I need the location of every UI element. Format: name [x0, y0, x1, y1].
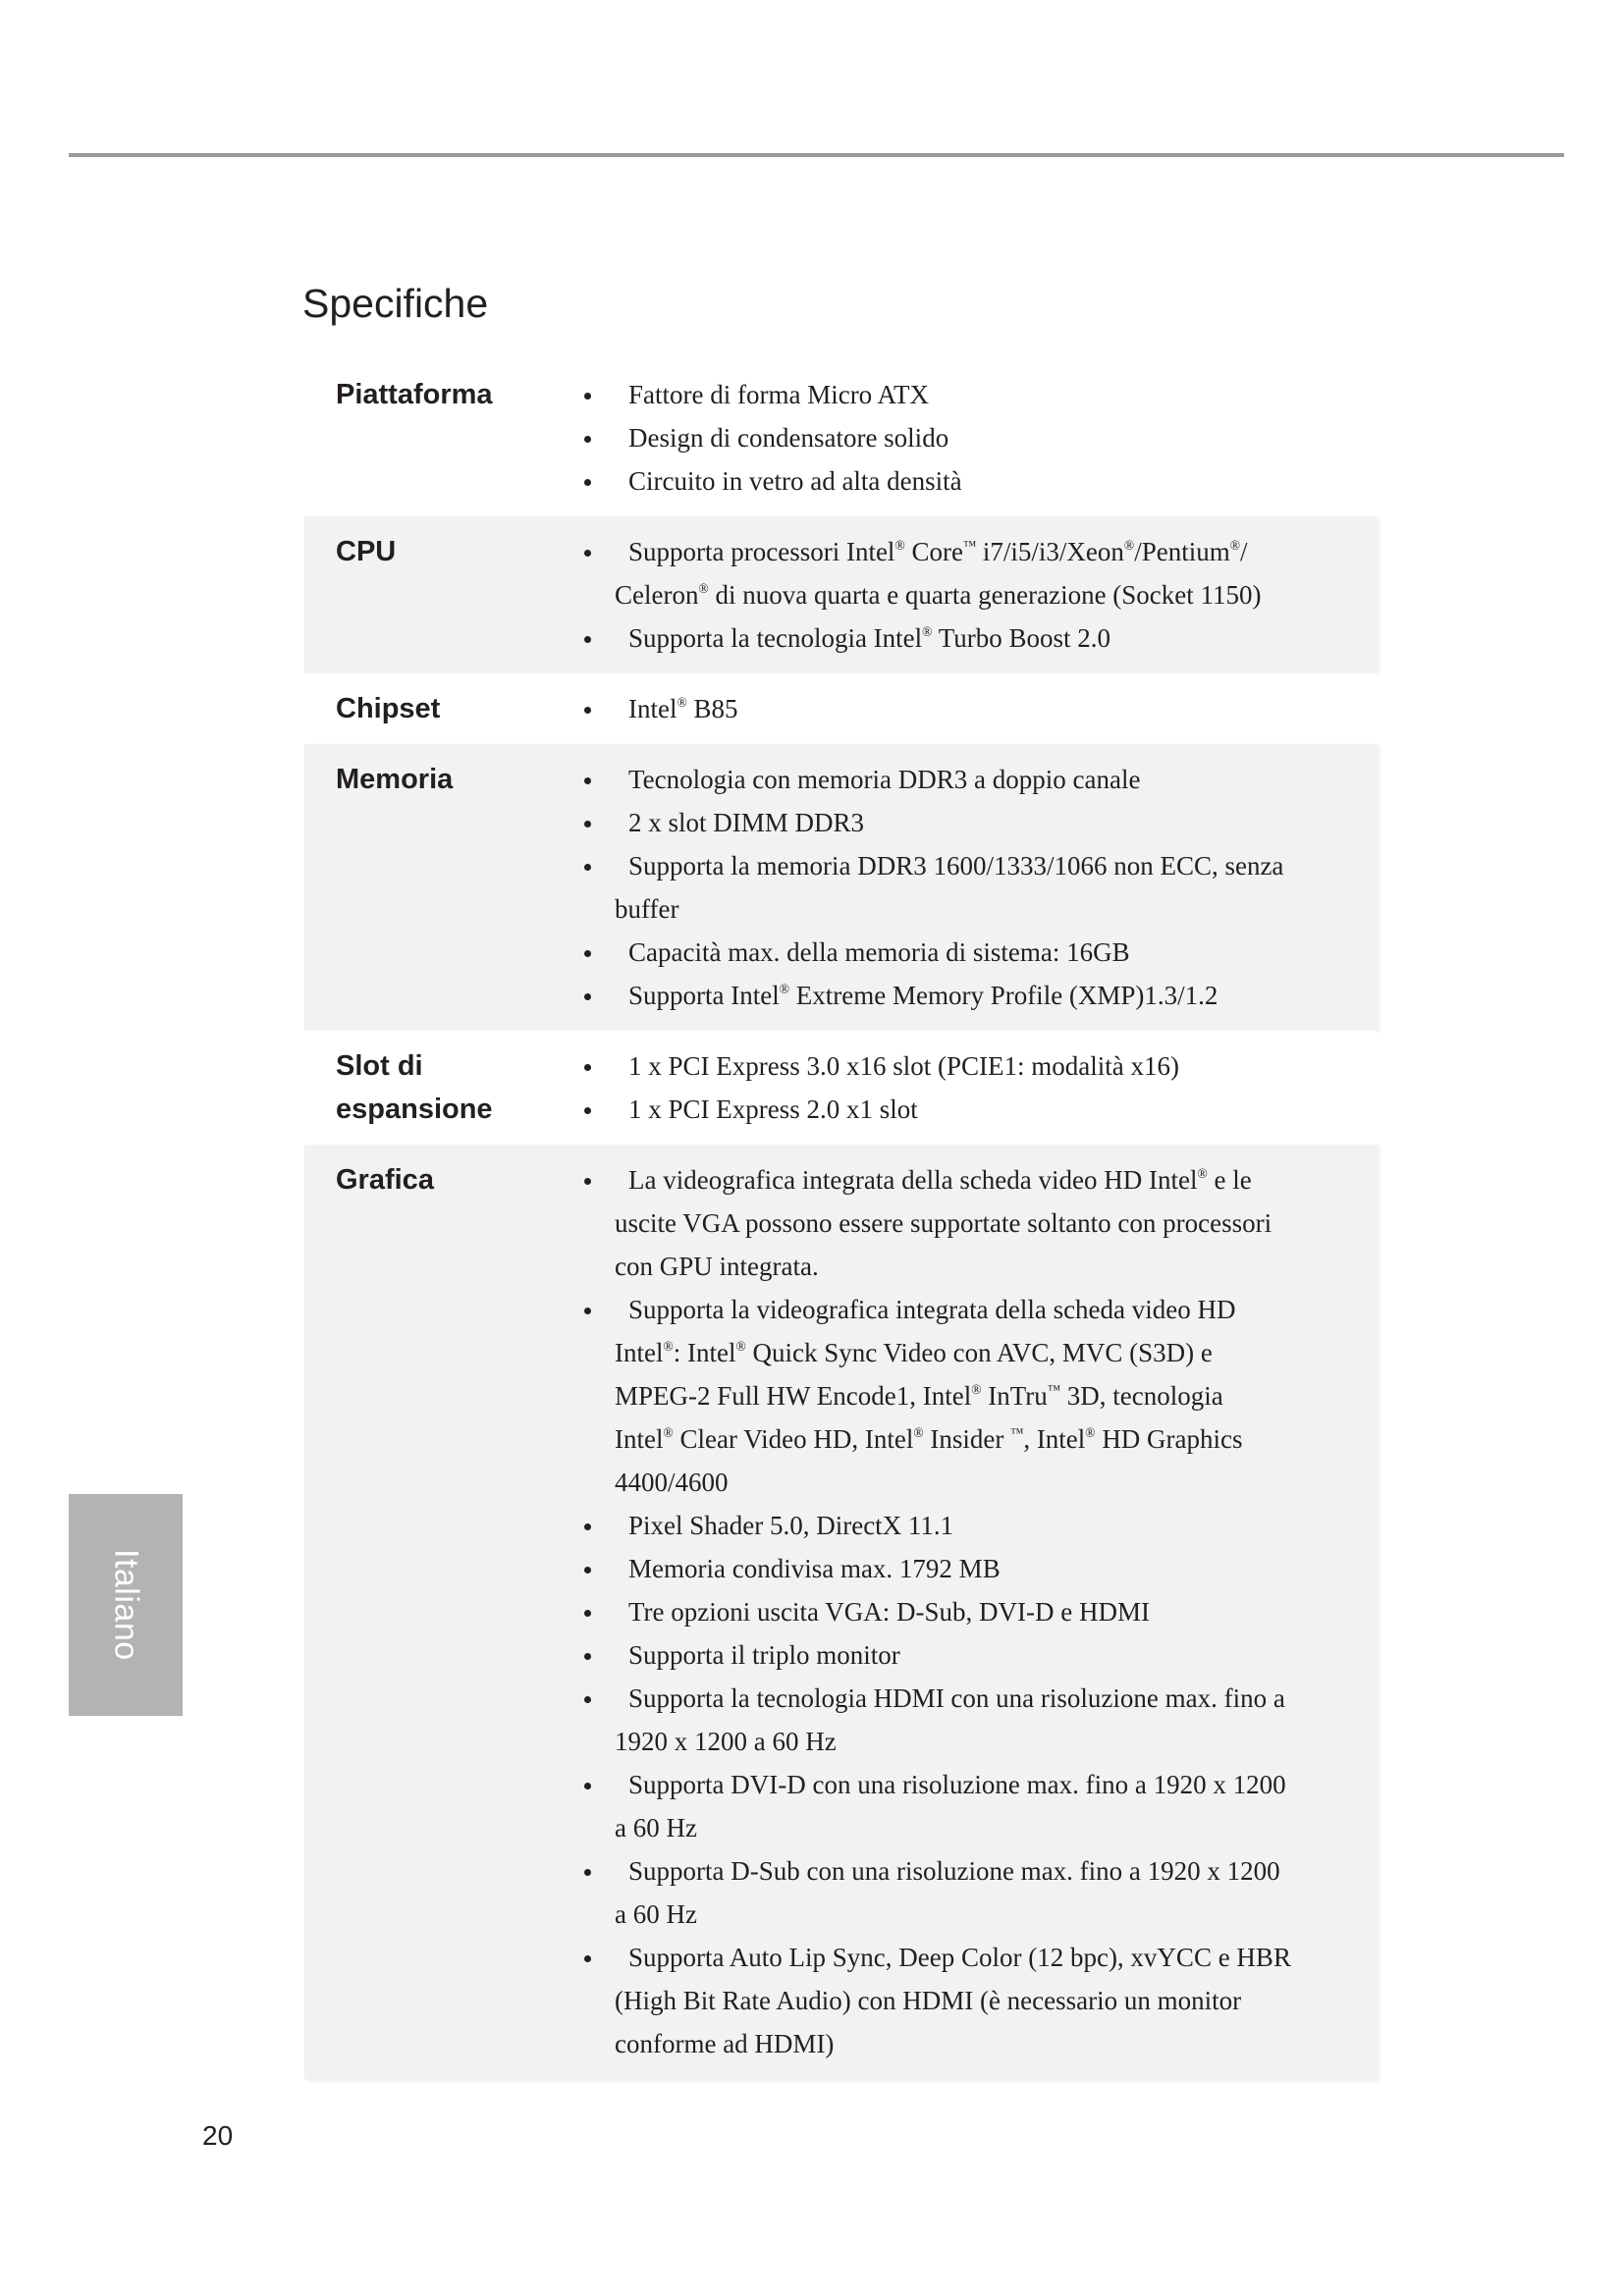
bullet-icon	[584, 821, 591, 828]
spec-row-slot-di-espansione	[304, 1031, 1378, 1145]
list-item	[615, 801, 1371, 844]
bullet-icon	[584, 550, 591, 557]
list-item	[615, 616, 1371, 660]
item-line: conforme ad HDMI)	[615, 2029, 835, 2058]
list-item	[615, 844, 1371, 931]
item-line: Supporta la tecnologia HDMI con una risoluzione max. fino a	[628, 1683, 1285, 1713]
item-line: Pixel Shader 5.0, DirectX 11.1	[628, 1511, 954, 1540]
spec-values	[615, 530, 1371, 660]
item-line: Tre opzioni uscita VGA: D-Sub, DVI-D e HDMI	[628, 1597, 1150, 1627]
bullet-icon	[584, 1610, 591, 1617]
spec-label: Slot di espansione	[336, 1050, 493, 1125]
item-line: Supporta DVI-D con una risoluzione max. fino a 1920 x 1200	[628, 1770, 1286, 1799]
bullet-icon	[584, 1523, 591, 1530]
list-item	[615, 1088, 1371, 1131]
bullet-icon	[584, 1653, 591, 1660]
item-line: 1 x PCI Express 3.0 x16 slot (PCIE1: modalità x16)	[628, 1051, 1179, 1081]
list-item	[615, 758, 1371, 801]
item-line: Intel® Clear Video HD, Intel® Insider ™, Intel® HD Graphics	[615, 1424, 1243, 1454]
item-line: Supporta D-Sub con una risoluzione max. fino a 1920 x 1200	[628, 1856, 1280, 1886]
item-line: Tecnologia con memoria DDR3 a doppio canale	[628, 765, 1141, 794]
spec-values	[615, 687, 1371, 730]
item-line: MPEG-2 Full HW Encode1, Intel® InTru™ 3D, tecnologia	[615, 1381, 1223, 1411]
list-item	[615, 1547, 1371, 1590]
item-line: Design di condensatore solido	[628, 423, 949, 453]
list-item	[615, 1849, 1371, 1936]
item-line: a 60 Hz	[615, 1899, 697, 1929]
spec-label: Memoria	[336, 764, 454, 795]
spec-table	[304, 359, 1378, 2079]
language-side-tab	[69, 1494, 183, 1716]
item-line: Supporta Intel® Extreme Memory Profile (XMP)1.3/1.2	[628, 981, 1218, 1010]
bullet-icon	[584, 950, 591, 957]
list-item	[615, 1504, 1371, 1547]
item-line: uscite VGA possono essere supportate soltanto con processori	[615, 1208, 1272, 1238]
bullet-icon	[584, 1696, 591, 1703]
language-tab-label: Italiano	[107, 1549, 145, 1661]
spec-label: Grafica	[336, 1164, 434, 1196]
spec-row-chipset	[304, 673, 1378, 744]
bullet-icon	[584, 436, 591, 443]
item-line: Supporta la memoria DDR3 1600/1333/1066 non ECC, senza	[628, 851, 1284, 881]
list-item	[615, 530, 1371, 616]
list-item	[615, 1044, 1371, 1088]
item-line: Circuito in vetro ad alta densità	[628, 466, 962, 496]
item-line: Supporta il triplo monitor	[628, 1640, 900, 1670]
bullet-icon	[584, 707, 591, 714]
item-line: Fattore di forma Micro ATX	[628, 380, 929, 409]
page-title: Specifiche	[302, 281, 489, 326]
spec-values	[615, 1158, 1371, 2065]
item-line: 1 x PCI Express 2.0 x1 slot	[628, 1095, 918, 1124]
bullet-icon	[584, 864, 591, 871]
page-number: 20	[202, 2120, 234, 2151]
spec-values	[615, 373, 1371, 503]
list-item	[615, 1633, 1371, 1677]
item-line: Intel® B85	[628, 694, 738, 723]
item-line: 2 x slot DIMM DDR3	[628, 808, 865, 837]
item-line: La videografica integrata della scheda video HD Intel® e le	[628, 1165, 1252, 1195]
bullet-icon	[584, 1308, 591, 1314]
spec-row-piattaforma	[304, 359, 1378, 516]
list-item	[615, 1288, 1371, 1504]
item-line: Supporta processori Intel® Core™ i7/i5/i3/Xeon®/Pentium®/	[628, 537, 1248, 566]
item-line: con GPU integrata.	[615, 1252, 819, 1281]
item-line: Supporta la videografica integrata della scheda video HD	[628, 1295, 1236, 1324]
spec-label: Piattaforma	[336, 379, 493, 410]
bullet-icon	[584, 1869, 591, 1876]
list-item	[615, 1936, 1371, 2065]
spec-label: Chipset	[336, 693, 441, 724]
bullet-icon	[584, 777, 591, 784]
item-line: Intel®: Intel® Quick Sync Video con AVC, MVC (S3D) e	[615, 1338, 1213, 1367]
bullet-icon	[584, 993, 591, 1000]
bullet-icon	[584, 1783, 591, 1789]
spec-values	[615, 758, 1371, 1017]
bullet-icon	[584, 636, 591, 643]
item-line: 1920 x 1200 a 60 Hz	[615, 1727, 837, 1756]
list-item	[615, 416, 1371, 459]
bullet-icon	[584, 1064, 591, 1071]
list-item	[615, 1590, 1371, 1633]
bullet-icon	[584, 1107, 591, 1114]
bullet-icon	[584, 479, 591, 486]
bullet-icon	[584, 1955, 591, 1962]
spec-values	[615, 1044, 1371, 1131]
bullet-icon	[584, 1567, 591, 1574]
item-line: Memoria condivisa max. 1792 MB	[628, 1554, 1001, 1583]
list-item	[615, 1677, 1371, 1763]
list-item	[615, 459, 1371, 503]
spec-label: CPU	[336, 536, 397, 567]
list-item	[615, 931, 1371, 974]
list-item	[615, 687, 1371, 730]
item-line: Supporta Auto Lip Sync, Deep Color (12 bpc), xvYCC e HBR	[628, 1943, 1291, 1972]
list-item	[615, 373, 1371, 416]
bullet-icon	[584, 393, 591, 400]
item-line: 4400/4600	[615, 1468, 729, 1497]
item-line: a 60 Hz	[615, 1813, 697, 1842]
item-line: Capacità max. della memoria di sistema: 16GB	[628, 937, 1130, 967]
item-line: Supporta la tecnologia Intel® Turbo Boost 2.0	[628, 623, 1111, 653]
item-line: Celeron® di nuova quarta e quarta generazione (Socket 1150)	[615, 580, 1262, 610]
header-divider	[69, 153, 1564, 157]
item-line: (High Bit Rate Audio) con HDMI (è necessario un monitor	[615, 1986, 1242, 2015]
spec-row-memoria	[304, 744, 1378, 1031]
list-item	[615, 1158, 1371, 1288]
list-item	[615, 974, 1371, 1017]
list-item	[615, 1763, 1371, 1849]
spec-row-cpu	[304, 516, 1378, 673]
spec-row-grafica	[304, 1145, 1378, 2079]
bullet-icon	[584, 1178, 591, 1185]
item-line: buffer	[615, 894, 679, 924]
